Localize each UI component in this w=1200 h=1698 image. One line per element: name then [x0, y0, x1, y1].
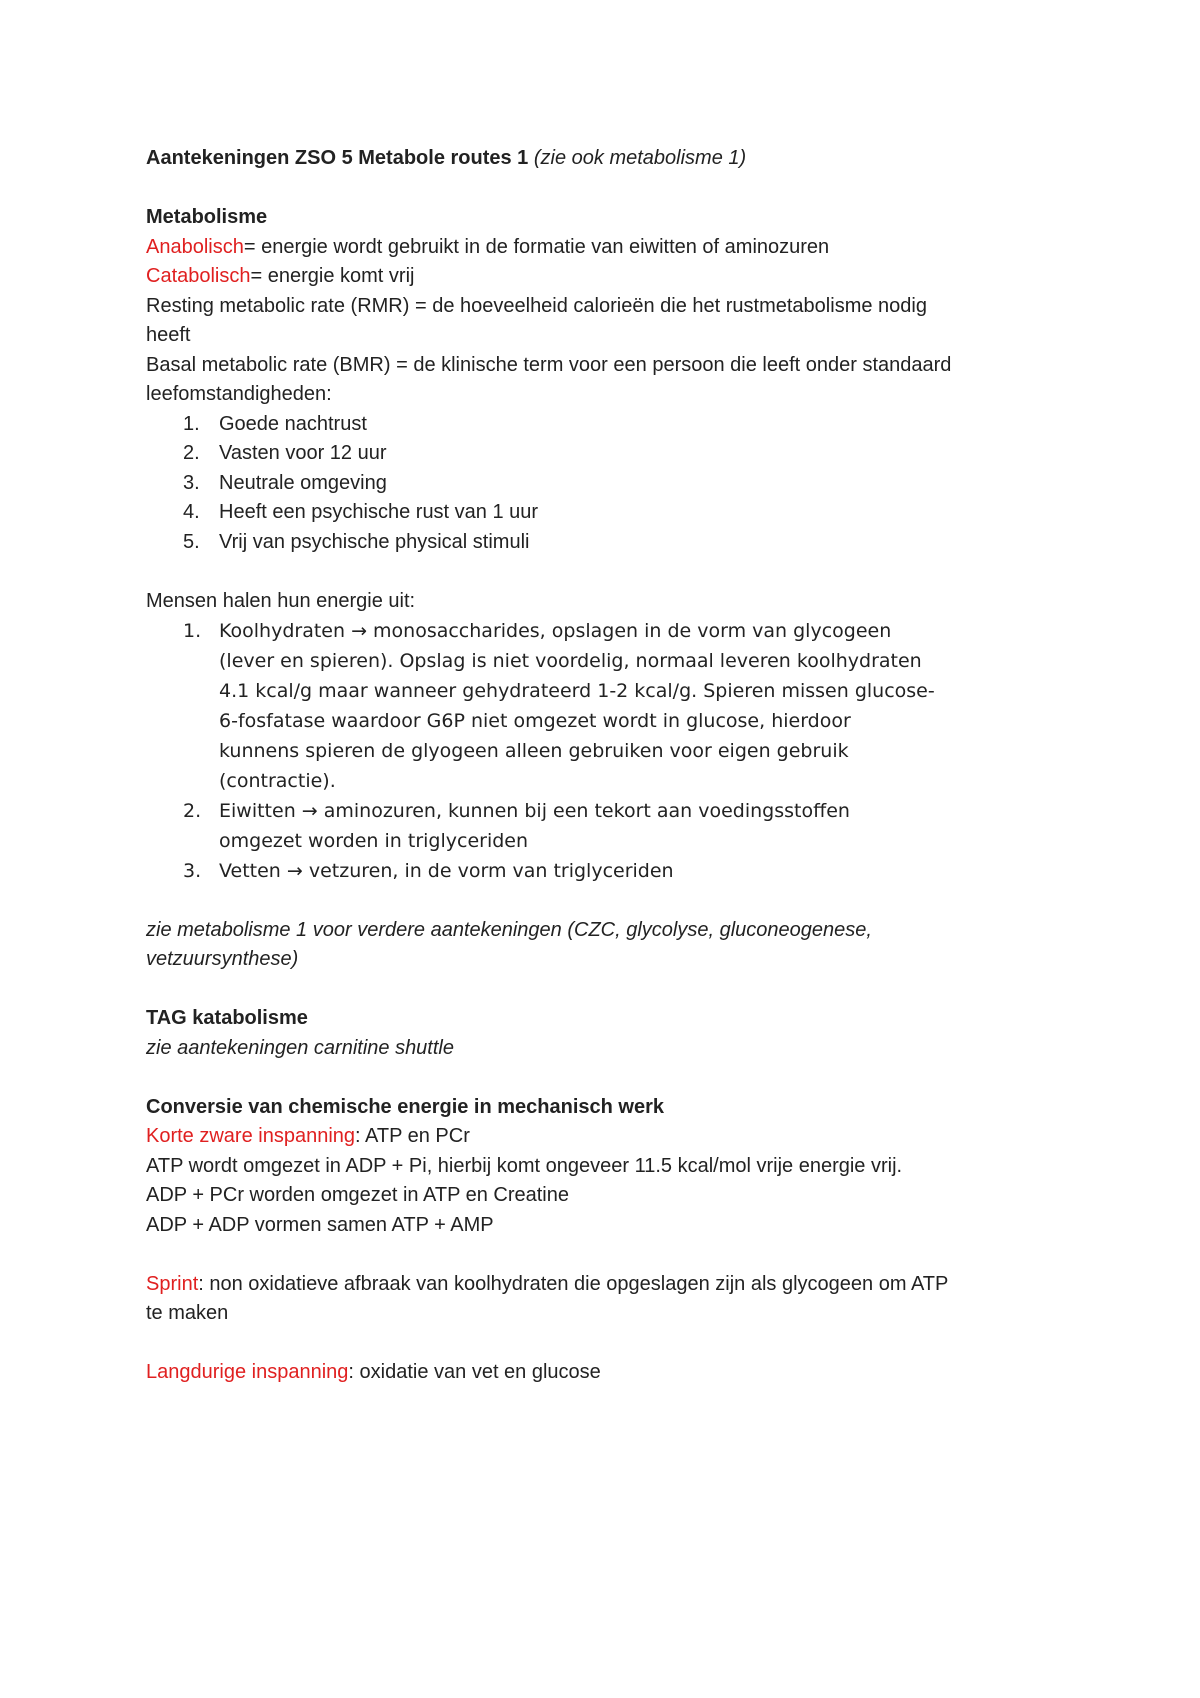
list-item: 4. Heeft een psychische rust van 1 uur — [183, 501, 539, 523]
rmr-line-2: heeft — [146, 324, 191, 346]
korte-inspanning-line — [146, 1122, 1086, 1152]
atp-line-1: ATP wordt omgezet in ADP + Pi, hierbij komt ongeveer 11.5 kcal/mol vrije energie vrij. — [146, 1154, 903, 1177]
sprint-line-2: te maken — [146, 1302, 229, 1324]
bmr-conditions-list — [146, 410, 1086, 558]
list-item: 2. Vasten voor 12 uur — [183, 442, 387, 464]
metabolisme-note-1: zie metabolisme 1 voor verdere aantekeningen (CZC, glycolyse, gluconeogenese, — [146, 918, 872, 941]
list-item: 3. Neutrale omgeving — [183, 471, 387, 494]
langdurige-line — [146, 1358, 1086, 1388]
korte-text: : ATP en PCr — [355, 1125, 470, 1147]
document-title — [146, 144, 1086, 174]
list-item: 5. Vrij van psychische physical stimuli — [183, 530, 530, 553]
title-italic: (zie ook metabolisme 1) — [533, 147, 747, 169]
heading-metabolisme: Metabolisme — [146, 206, 268, 228]
metabolisme-note-2: vetzuursynthese) — [146, 948, 299, 970]
list-item: 1. Koolhydraten → monosaccharides, opslagen in de vorm van glycogeen (lever en spieren). Opslag is niet voordelig, normaal leveren koolhydraten 4.1 kcal/g maar wanneer gehydrateerd 1-2 kcal/g. Spieren missen glucose- 6-fosfatase waardoor G6P niet omgezet wordt in glucose, hierdoor kunnens spieren de glyogeen alleen gebruiken voor eigen gebruik (contractie). — [183, 620, 935, 792]
sprint-term: Sprint — [146, 1272, 199, 1295]
anabolisch-line — [146, 233, 1086, 263]
langdurige-text: : oxidatie van vet en glucose — [348, 1361, 601, 1383]
atp-line-3: ADP + ADP vormen samen ATP + AMP — [146, 1213, 494, 1236]
heading-conversie: Conversie van chemische energie in mechanisch werk — [146, 1095, 665, 1118]
anabolisch-text: = energie wordt gebruikt in de formatie van eiwitten of aminozuren — [243, 235, 830, 258]
tag-note: zie aantekeningen carnitine shuttle — [146, 1036, 454, 1059]
sprint-text: : non oxidatieve afbraak van koolhydraten die opgeslagen zijn als glycogeen om ATP — [198, 1272, 949, 1295]
rmr-line-1: Resting metabolic rate (RMR) = de hoeveelheid calorieën die het rustmetabolisme nodig — [146, 294, 927, 317]
bmr-line-2: leefomstandigheden: — [146, 383, 332, 405]
anabolisch-term: Anabolisch — [146, 235, 244, 258]
bmr-line-1: Basal metabolic rate (BMR) = de klinische term voor een persoon die leeft onder standaard — [146, 353, 952, 376]
energie-intro: Mensen halen hun energie uit: — [146, 589, 416, 612]
langdurige-term: Langdurige inspanning — [146, 1361, 349, 1383]
catabolisch-line — [146, 262, 1086, 292]
atp-line-2: ADP + PCr worden omgezet in ATP en Creatine — [146, 1184, 569, 1206]
catabolisch-text: = energie komt vrij — [250, 265, 415, 287]
document-body — [146, 144, 1086, 1388]
catabolisch-term: Catabolisch — [146, 265, 251, 287]
korte-term: Korte zware inspanning — [146, 1125, 356, 1147]
sprint-line-1 — [146, 1270, 1086, 1300]
list-item: 2. Eiwitten → aminozuren, kunnen bij een tekort aan voedingsstoffen omgezet worden in triglyceriden — [183, 800, 850, 852]
list-item: 3. Vetten → vetzuren, in de vorm van triglyceriden — [183, 860, 674, 882]
heading-tag-katabolisme: TAG katabolisme — [146, 1007, 308, 1029]
energie-sources-list — [146, 616, 1086, 886]
title-bold: Aantekeningen ZSO 5 Metabole routes 1 — [146, 147, 529, 169]
list-item: 1. Goede nachtrust — [183, 412, 367, 435]
